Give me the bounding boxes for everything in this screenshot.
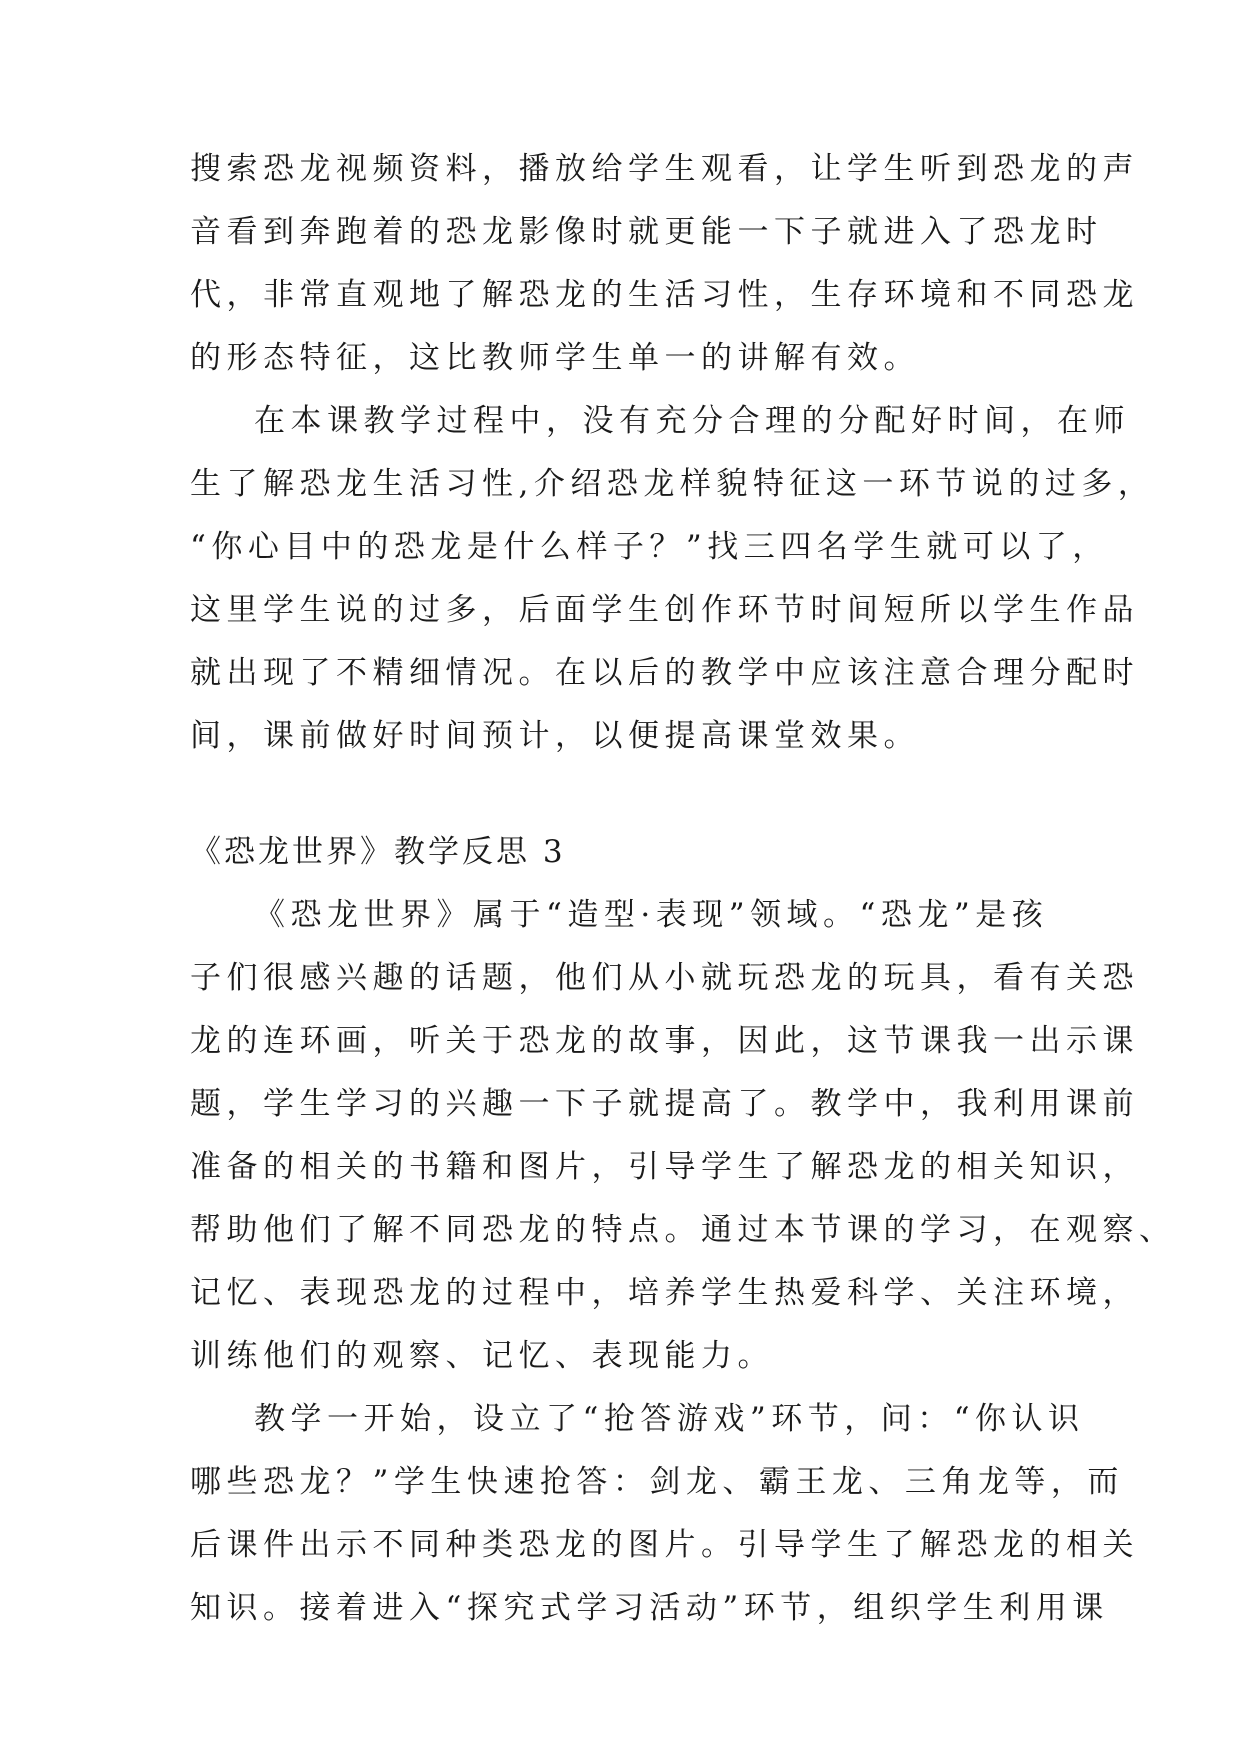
paragraph-line: 搜索恐龙视频资料，播放给学生观看，让学生听到恐龙的声 [190, 151, 1139, 187]
paragraph-line: 子们很感兴趣的话题，他们从小就玩恐龙的玩具，看有关恐 [190, 960, 1139, 996]
paragraph-line: 后课件出示不同种类恐龙的图片。引导学生了解恐龙的相关 [190, 1527, 1139, 1563]
paragraph-line: 这里学生说的过多，后面学生创作环节时间短所以学生作品 [190, 592, 1139, 628]
paragraph-line: 在本课教学过程中，没有充分合理的分配好时间，在师 [254, 403, 1130, 439]
section-heading: 《恐龙世界》教学反思 3 [190, 834, 566, 870]
paragraph-line: 训练他们的观察、记忆、表现能力。 [190, 1338, 774, 1374]
paragraph-line: “你心目中的恐龙是什么样子？”找三四名学生就可以了， [190, 529, 1109, 565]
paragraph-line: 音看到奔跑着的恐龙影像时就更能一下子就进入了恐龙时 [190, 214, 1103, 250]
paragraph-line: 知识。接着进入“探究式学习活动”环节，组织学生利用课 [190, 1590, 1109, 1626]
paragraph-line: 教学一开始，设立了“抢答游戏”环节，问：“你认识 [254, 1401, 1085, 1437]
paragraph-line: 帮助他们了解不同恐龙的特点。通过本节课的学习，在观察、 [190, 1212, 1176, 1248]
paragraph-line: 代，非常直观地了解恐龙的生活习性，生存环境和不同恐龙 [190, 277, 1139, 313]
paragraph-line: 就出现了不精细情况。在以后的教学中应该注意合理分配时 [190, 655, 1139, 691]
paragraph-line: 的形态特征，这比教师学生单一的讲解有效。 [190, 340, 920, 376]
paragraph-line: 题，学生学习的兴趣一下子就提高了。教学中，我利用课前 [190, 1086, 1139, 1122]
paragraph-line: 龙的连环画，听关于恐龙的故事，因此，这节课我一出示课 [190, 1023, 1139, 1059]
paragraph-line: 间，课前做好时间预计，以便提高课堂效果。 [190, 718, 920, 754]
paragraph-line: 准备的相关的书籍和图片，引导学生了解恐龙的相关知识， [190, 1149, 1139, 1185]
paragraph-line: 生了解恐龙生活习性,介绍恐龙样貌特征这一环节说的过多， [190, 466, 1155, 502]
paragraph-line: 《恐龙世界》属于“造型·表现”领域。“恐龙”是孩 [254, 897, 1049, 933]
paragraph-line: 哪些恐龙？”学生快速抢答：剑龙、霸王龙、三角龙等，而 [190, 1464, 1124, 1500]
paragraph-line: 记忆、表现恐龙的过程中，培养学生热爱科学、关注环境， [190, 1275, 1139, 1311]
